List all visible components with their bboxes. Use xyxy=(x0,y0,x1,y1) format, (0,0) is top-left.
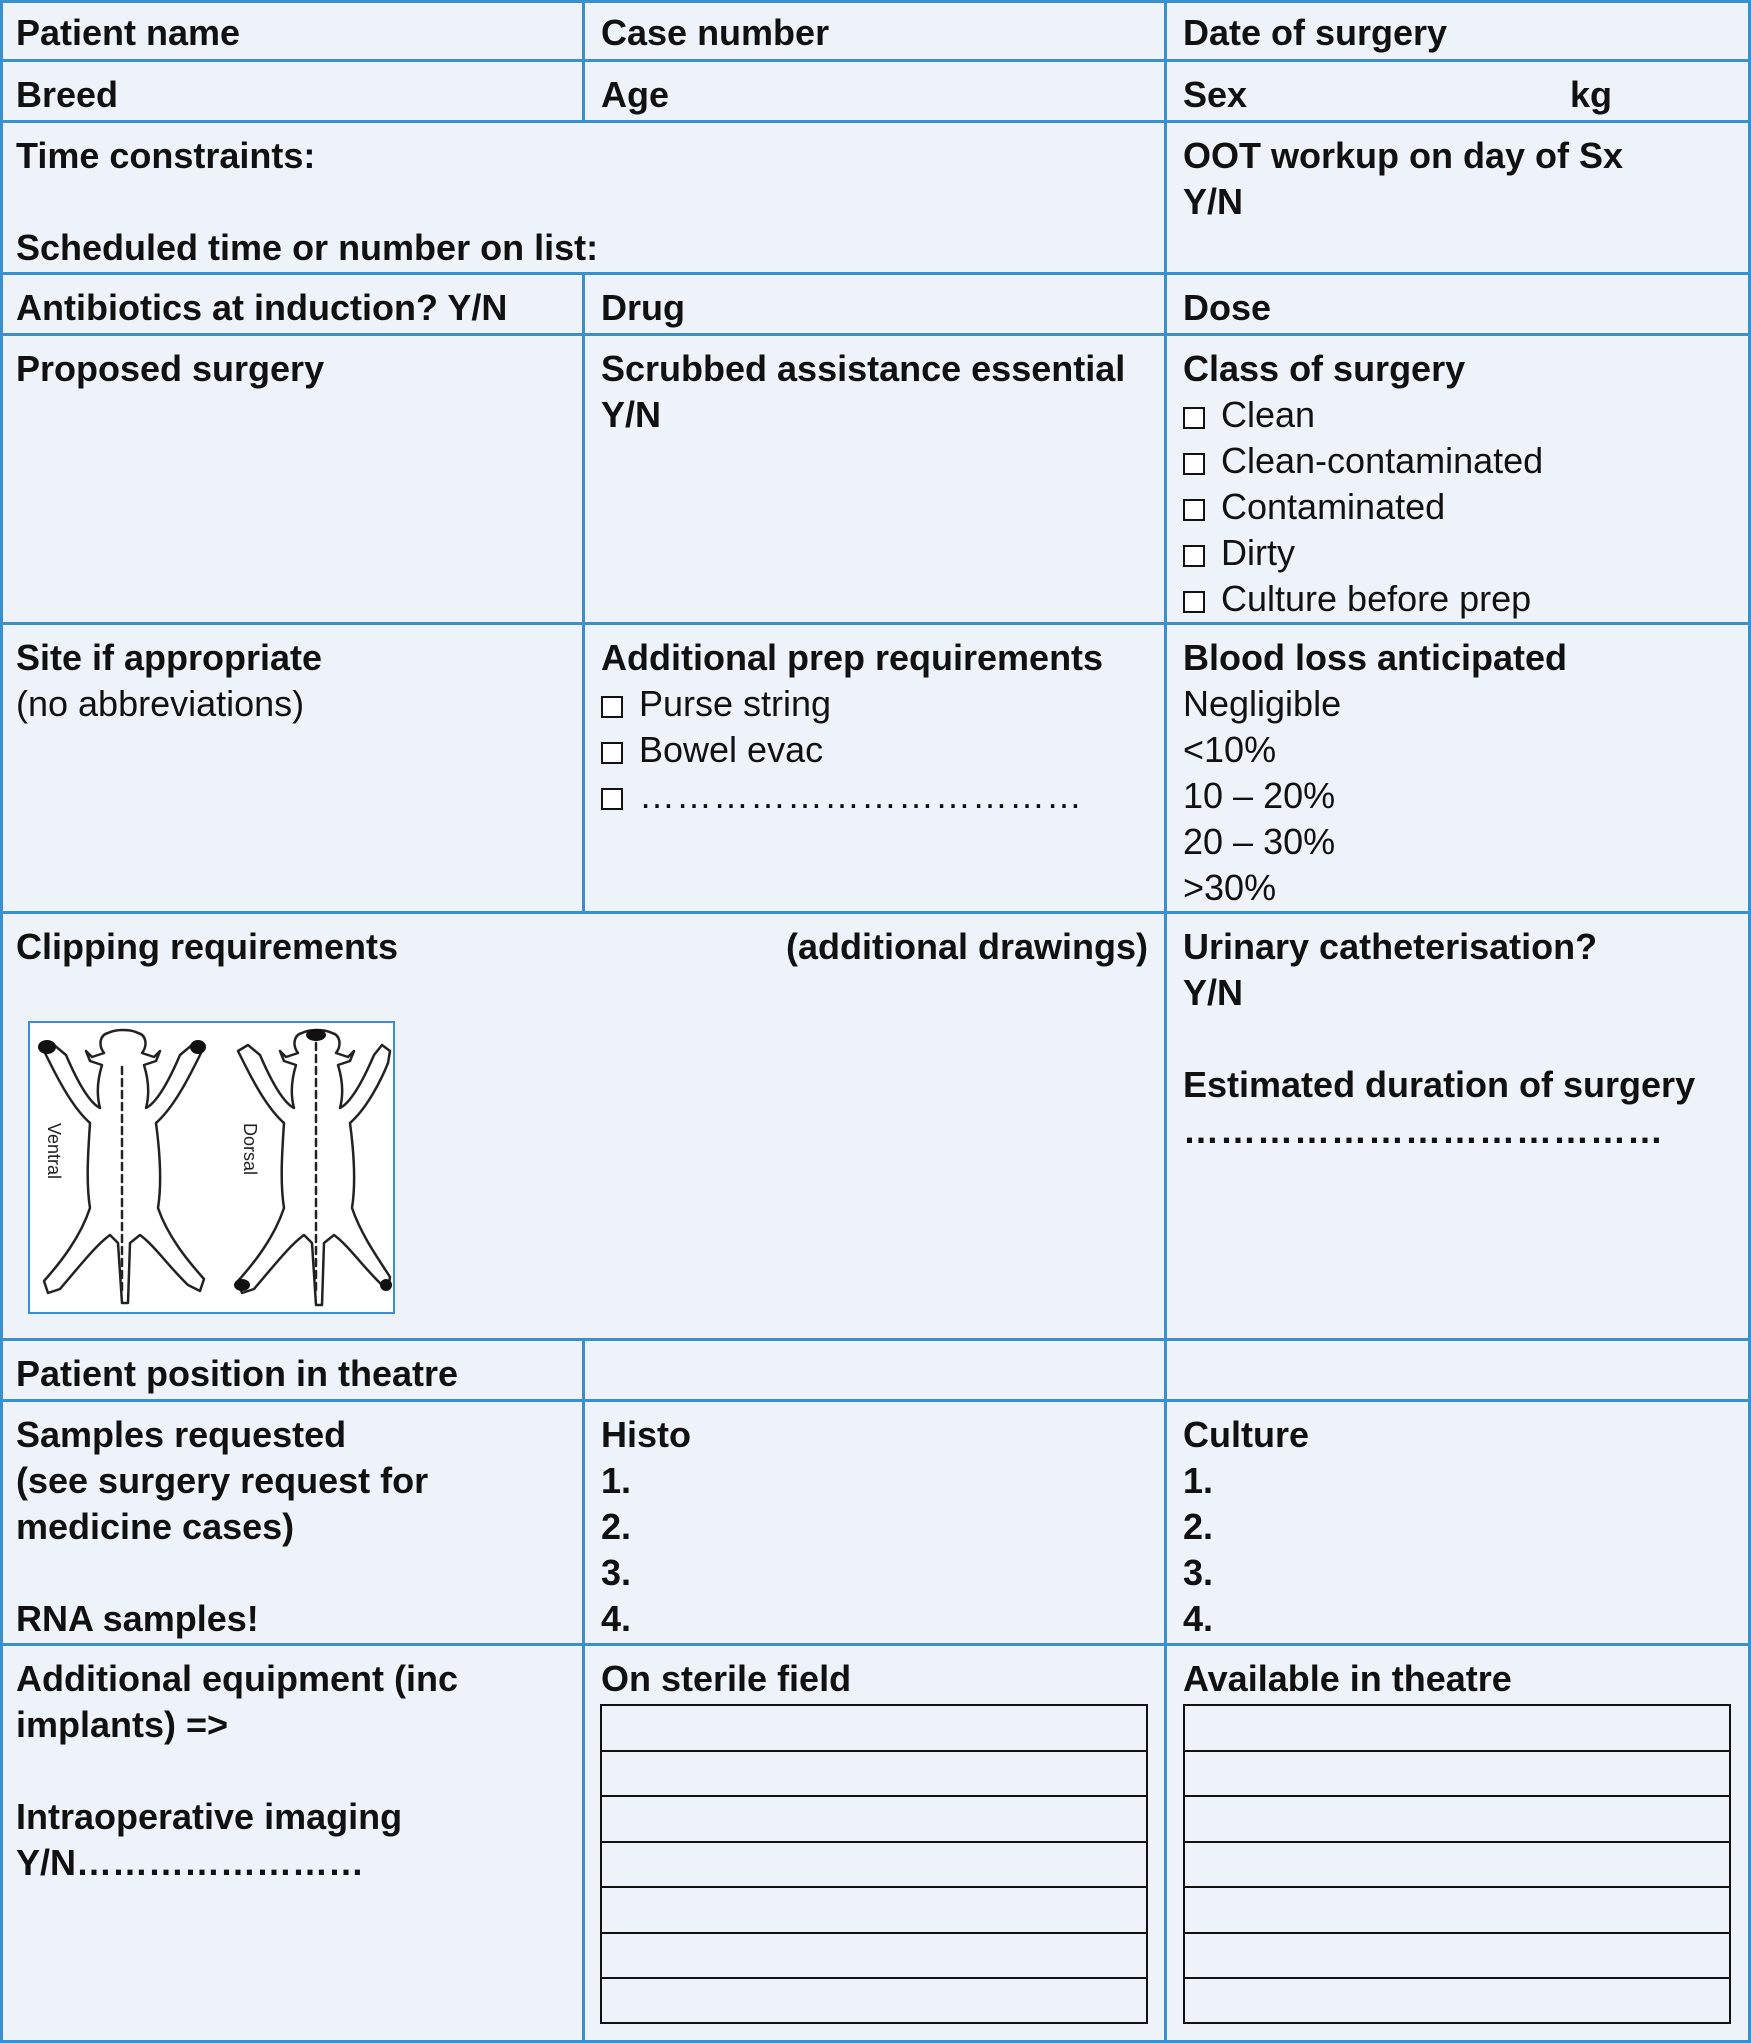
additional-drawings-label: (additional drawings) xyxy=(785,926,1148,967)
dose-cell[interactable] xyxy=(1167,275,1751,336)
blood-loss-cell xyxy=(1167,625,1751,914)
sterile-field-row[interactable] xyxy=(602,1888,1146,1934)
case-number-label: Case number xyxy=(601,12,830,53)
histo-item-2[interactable]: 2. xyxy=(601,1506,632,1547)
drug-label: Drug xyxy=(601,287,685,328)
class-option-dirty[interactable]: Dirty xyxy=(1183,530,1732,576)
date-of-surgery-cell[interactable] xyxy=(1167,0,1751,62)
culture-item-1[interactable]: 1. xyxy=(1183,1460,1214,1501)
estimated-duration-label: Estimated duration of surgery xyxy=(1183,1064,1696,1105)
prep-option-bowel-evac[interactable]: Bowel evac xyxy=(601,727,1148,773)
ventral-label: Ventral xyxy=(44,1123,64,1180)
histo-cell[interactable] xyxy=(585,1402,1167,1646)
blood-option-negligible[interactable]: Negligible xyxy=(1183,683,1342,724)
proposed-surgery-label: Proposed surgery xyxy=(16,348,325,389)
breed-label: Breed xyxy=(16,74,119,115)
dose-label: Dose xyxy=(1183,287,1272,328)
culture-cell[interactable] xyxy=(1167,1402,1751,1646)
time-constraints-cell[interactable] xyxy=(0,123,1167,275)
sex-weight-cell[interactable] xyxy=(1167,62,1751,123)
culture-item-3[interactable]: 3. xyxy=(1183,1552,1214,1593)
class-option-culture-before-prep[interactable]: Culture before prep xyxy=(1183,576,1732,622)
time-constraints-label: Time constraints: xyxy=(16,135,316,176)
class-option-clean[interactable]: Clean xyxy=(1183,392,1732,438)
blood-option-under-10[interactable]: <10% xyxy=(1183,729,1277,770)
checkbox-icon[interactable] xyxy=(601,788,623,810)
histo-item-4[interactable]: 4. xyxy=(601,1598,632,1639)
available-in-theatre-label: Available in theatre xyxy=(1183,1658,1512,1699)
sterile-field-row[interactable] xyxy=(602,1797,1146,1843)
scheduled-time-label: Scheduled time or number on list: xyxy=(16,227,599,268)
samples-note: (see surgery request for medicine cases) xyxy=(16,1460,429,1547)
blood-option-10-20[interactable]: 10 – 20% xyxy=(1183,775,1336,816)
patient-name-label: Patient name xyxy=(16,12,241,53)
sterile-field-row[interactable] xyxy=(602,1706,1146,1752)
dog-outline-illustration xyxy=(30,1023,392,1311)
checkbox-icon[interactable] xyxy=(1183,591,1205,613)
prep-requirements-cell xyxy=(585,625,1167,914)
available-in-theatre-row[interactable] xyxy=(1185,1706,1729,1752)
oot-workup-cell[interactable] xyxy=(1167,123,1751,275)
breed-cell[interactable] xyxy=(0,62,585,123)
date-of-surgery-label: Date of surgery xyxy=(1183,12,1448,53)
additional-equipment-cell[interactable] xyxy=(0,1646,585,2043)
patient-position-field-1[interactable] xyxy=(585,1341,1167,1402)
culture-label: Culture xyxy=(1183,1414,1309,1455)
sterile-field-row[interactable] xyxy=(602,1843,1146,1889)
urinary-catheterisation-label: Urinary catheterisation? xyxy=(1183,926,1598,967)
available-in-theatre-row[interactable] xyxy=(1185,1888,1729,1934)
prep-requirements-title: Additional prep requirements xyxy=(601,637,1104,678)
site-label: Site if appropriate xyxy=(16,637,323,678)
checkbox-icon[interactable] xyxy=(1183,453,1205,475)
kg-label: kg xyxy=(1569,74,1612,115)
class-of-surgery-cell xyxy=(1167,336,1751,625)
clipping-requirements-label: Clipping requirements xyxy=(16,926,399,967)
sterile-field-table xyxy=(600,1704,1148,2024)
age-label: Age xyxy=(601,74,670,115)
proposed-surgery-cell[interactable] xyxy=(0,336,585,625)
available-in-theatre-table xyxy=(1183,1704,1731,2024)
patient-name-cell[interactable] xyxy=(0,0,585,62)
blood-option-over-30[interactable]: >30% xyxy=(1183,867,1277,908)
samples-requested-label: Samples requested xyxy=(16,1414,347,1455)
samples-requested-cell xyxy=(0,1402,585,1646)
culture-item-4[interactable]: 4. xyxy=(1183,1598,1214,1639)
prep-option-other[interactable]: ……………………………… xyxy=(601,773,1148,819)
histo-item-3[interactable]: 3. xyxy=(601,1552,632,1593)
available-in-theatre-row[interactable] xyxy=(1185,1797,1729,1843)
additional-equipment-label: Additional equipment (inc implants) => xyxy=(16,1658,458,1745)
intraoperative-imaging-label: Intraoperative imaging xyxy=(16,1796,403,1837)
checkbox-icon[interactable] xyxy=(1183,499,1205,521)
available-in-theatre-row[interactable] xyxy=(1185,1752,1729,1798)
sterile-field-label: On sterile field xyxy=(601,1658,852,1699)
blood-loss-title: Blood loss anticipated xyxy=(1183,637,1568,678)
sterile-field-row[interactable] xyxy=(602,1934,1146,1980)
case-number-cell[interactable] xyxy=(585,0,1167,62)
sex-label: Sex xyxy=(1183,74,1248,115)
scrubbed-assistance-cell[interactable] xyxy=(585,336,1167,625)
drug-cell[interactable] xyxy=(585,275,1167,336)
culture-item-2[interactable]: 2. xyxy=(1183,1506,1214,1547)
site-note: (no abbreviations) xyxy=(16,683,305,724)
urinary-duration-cell[interactable] xyxy=(1167,914,1751,1341)
urinary-yn-label: Y/N xyxy=(1183,972,1244,1013)
histo-item-1[interactable]: 1. xyxy=(601,1460,632,1501)
checkbox-icon[interactable] xyxy=(601,742,623,764)
histo-label: Histo xyxy=(601,1414,691,1455)
antibiotics-cell[interactable] xyxy=(0,275,585,336)
prep-option-purse-string[interactable]: Purse string xyxy=(601,681,1148,727)
patient-position-field-2[interactable] xyxy=(1167,1341,1751,1402)
available-in-theatre-row[interactable] xyxy=(1185,1934,1729,1980)
oot-yn-label: Y/N xyxy=(1183,181,1244,222)
class-option-clean-contaminated[interactable]: Clean-contaminated xyxy=(1183,438,1732,484)
class-option-contaminated[interactable]: Contaminated xyxy=(1183,484,1732,530)
sterile-field-row[interactable] xyxy=(602,1979,1146,2025)
checkbox-icon[interactable] xyxy=(1183,545,1205,567)
scrubbed-yn-label: Y/N xyxy=(601,394,662,435)
age-cell[interactable] xyxy=(585,62,1167,123)
oot-workup-label: OOT workup on day of Sx xyxy=(1183,135,1624,176)
rna-samples-label: RNA samples! xyxy=(16,1598,259,1639)
blood-option-20-30[interactable]: 20 – 30% xyxy=(1183,821,1336,862)
intraoperative-imaging-yn: Y/N…………………… xyxy=(16,1842,365,1883)
patient-position-label: Patient position in theatre xyxy=(16,1353,459,1394)
clipping-diagram[interactable] xyxy=(28,1021,395,1314)
available-in-theatre-row[interactable] xyxy=(1185,1843,1729,1889)
estimated-duration-dots: ………………………………… xyxy=(1183,1110,1664,1151)
dorsal-label: Dorsal xyxy=(240,1123,260,1176)
scrubbed-assistance-label: Scrubbed assistance essential xyxy=(601,348,1126,389)
checkbox-icon[interactable] xyxy=(1183,407,1205,429)
site-cell[interactable] xyxy=(0,625,585,914)
patient-position-cell xyxy=(0,1341,585,1402)
antibiotics-label: Antibiotics at induction? Y/N xyxy=(16,287,508,328)
sterile-field-row[interactable] xyxy=(602,1752,1146,1798)
available-in-theatre-row[interactable] xyxy=(1185,1979,1729,2025)
class-of-surgery-title: Class of surgery xyxy=(1183,348,1466,389)
checkbox-icon[interactable] xyxy=(601,696,623,718)
